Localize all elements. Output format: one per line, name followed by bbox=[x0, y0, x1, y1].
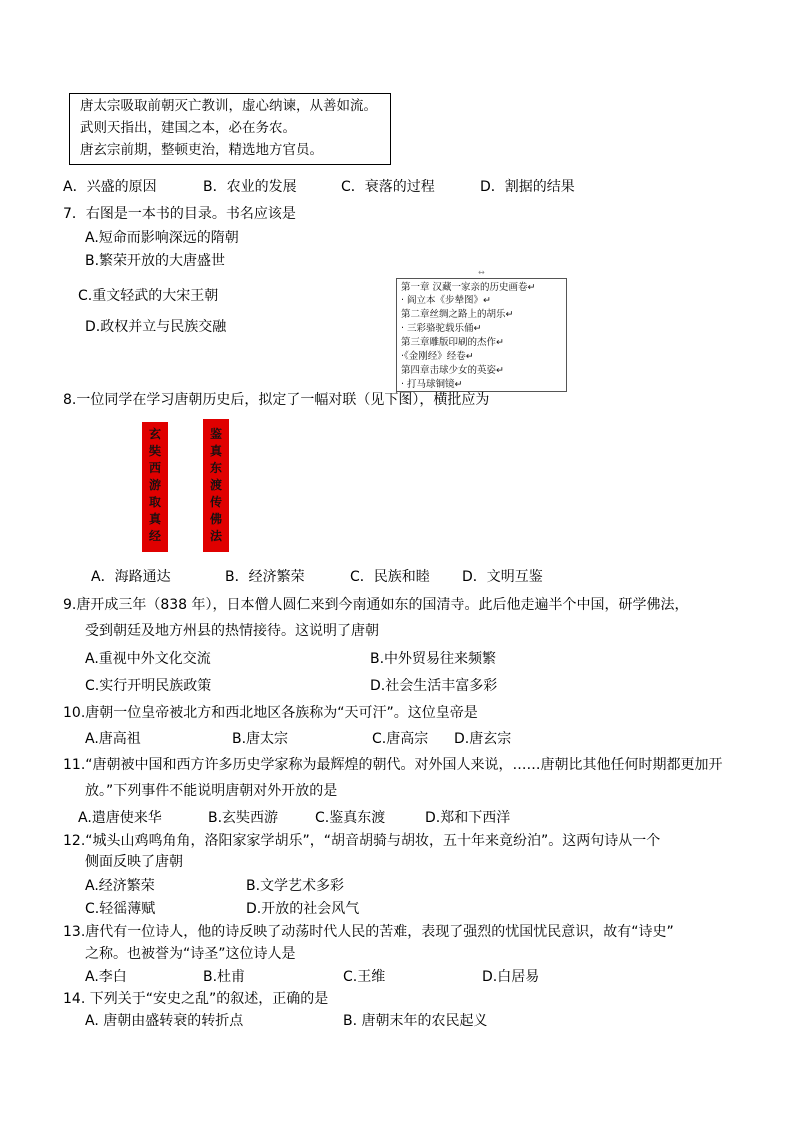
couplet-char: 真 bbox=[148, 512, 161, 526]
couplet-char: 渡 bbox=[209, 478, 222, 492]
toc-line: · 打马球铜镜↵ bbox=[401, 379, 463, 390]
q11-option-c[interactable]: C.鉴真东渡 bbox=[315, 810, 386, 826]
q9-stem-line1: 9.唐开成三年（838 年），日本僧人圆仁来到今南通如东的国清寺。此后他走遍半个中国，研学佛法， bbox=[63, 597, 689, 613]
q9-option-b[interactable]: B.中外贸易往来频繁 bbox=[370, 651, 497, 667]
q12-option-c[interactable]: C.轻徭薄赋 bbox=[85, 901, 156, 917]
q10-option-a[interactable]: A.唐高祖 bbox=[85, 731, 141, 747]
q8-stem: 8.一位同学在学习唐朝历史后，拟定了一幅对联（见下图），横批应为 bbox=[63, 392, 490, 408]
q12-stem-line2: 侧面反映了唐朝 bbox=[85, 854, 183, 870]
couplet-char: 经 bbox=[148, 529, 161, 543]
couplet-char: 游 bbox=[148, 478, 161, 492]
q10-option-c[interactable]: C.唐高宗 bbox=[372, 731, 429, 747]
q14-option-a[interactable]: A. 唐朝由盛转衰的转折点 bbox=[85, 1013, 244, 1029]
toc-line: 第一章 汉藏一家亲的历史画卷↵ bbox=[401, 282, 536, 293]
couplet-char: 东 bbox=[209, 461, 222, 475]
q13-stem-line2: 之称。也被誉为“诗圣”这位诗人是 bbox=[85, 946, 296, 962]
toc-line: 第三章雕版印刷的杰作↵ bbox=[401, 337, 504, 348]
q13-stem-line1: 13.唐代有一位诗人，他的诗反映了动荡时代人民的苦难，表现了强烈的忧国忧民意识，故有“诗史” bbox=[63, 924, 674, 940]
q7-option-b[interactable]: B.繁荣开放的大唐盛世 bbox=[85, 253, 226, 269]
couplet-char: 法 bbox=[209, 529, 222, 543]
q11-option-d[interactable]: D.郑和下西洋 bbox=[425, 810, 511, 826]
toc-line: · 三彩骆驼载乐俑↵ bbox=[401, 323, 482, 334]
couplet-char: 鉴 bbox=[209, 427, 222, 441]
q6-box-line: 武则天指出，建国之本，必在务农。 bbox=[80, 120, 296, 136]
q11-option-b[interactable]: B.玄奘西游 bbox=[208, 810, 279, 826]
toc-line: · 阎立本《步辇图》↵ bbox=[401, 295, 491, 306]
q7-option-c[interactable]: C.重文轻武的大宋王朝 bbox=[78, 288, 219, 304]
couplet-char: 佛 bbox=[209, 512, 222, 526]
q12-option-b[interactable]: B.文学艺术多彩 bbox=[246, 878, 345, 894]
q6-option-d[interactable]: D．割据的结果 bbox=[480, 179, 575, 195]
q9-option-d[interactable]: D.社会生活丰富多彩 bbox=[370, 678, 498, 694]
q6-option-b[interactable]: B．农业的发展 bbox=[203, 179, 297, 195]
q13-option-c[interactable]: C.王维 bbox=[343, 969, 386, 985]
q10-option-d[interactable]: D.唐玄宗 bbox=[454, 731, 512, 747]
q13-option-a[interactable]: A.李白 bbox=[85, 969, 127, 985]
q9-stem-line2: 受到朝廷及地方州县的热情接待。这说明了唐朝 bbox=[85, 623, 379, 639]
q9-option-a[interactable]: A.重视中外文化交流 bbox=[85, 651, 211, 667]
q12-stem-line1: 12.“城头山鸡鸣角角，洛阳家家学胡乐”，“胡音胡骑与胡妆，五十年来竟纷泊”。这两句诗从一个 bbox=[63, 833, 661, 849]
q8-option-d[interactable]: D．文明互鉴 bbox=[462, 569, 543, 585]
q8-option-a[interactable]: A．海路通达 bbox=[91, 569, 171, 585]
q7-option-d[interactable]: D.政权并立与民族交融 bbox=[85, 319, 227, 335]
q6-quote-box bbox=[69, 93, 391, 165]
q11-stem-line1: 11.“唐朝被中国和西方许多历史学家称为最辉煌的朝代。对外国人来说，……唐朝比其他任何时期都更加开 bbox=[63, 757, 723, 773]
anchor-mark: ↔ bbox=[478, 268, 485, 277]
q12-option-d[interactable]: D.开放的社会风气 bbox=[246, 901, 360, 917]
toc-line: 第四章击球少女的英姿↵ bbox=[401, 365, 504, 376]
q13-option-b[interactable]: B.杜甫 bbox=[203, 969, 246, 985]
toc-line: ·《金刚经》经卷↵ bbox=[401, 351, 474, 362]
q12-option-a[interactable]: A.经济繁荣 bbox=[85, 878, 155, 894]
q8-option-b[interactable]: B．经济繁荣 bbox=[225, 569, 305, 585]
couplet-right-scroll bbox=[203, 419, 229, 552]
q9-option-c[interactable]: C.实行开明民族政策 bbox=[85, 678, 212, 694]
couplet-char: 西 bbox=[148, 461, 161, 475]
q6-box-line: 唐太宗吸取前朝灭亡教训，虚心纳谏，从善如流。 bbox=[80, 98, 377, 114]
q8-option-c[interactable]: C．民族和睦 bbox=[350, 569, 430, 585]
couplet-char: 奘 bbox=[148, 444, 161, 458]
q6-option-c[interactable]: C．衰落的过程 bbox=[341, 179, 435, 195]
q7-stem: 7．右图是一本书的目录。书名应该是 bbox=[63, 206, 296, 222]
q7-option-a[interactable]: A.短命而影响深远的隋朝 bbox=[85, 230, 239, 246]
toc-line: 第二章丝绸之路上的胡乐↵ bbox=[401, 309, 514, 320]
couplet-char: 玄 bbox=[148, 427, 161, 441]
couplet-left-scroll bbox=[142, 422, 168, 552]
q10-option-b[interactable]: B.唐太宗 bbox=[232, 731, 289, 747]
q6-box-line: 唐玄宗前期，整顿吏治，精选地方官员。 bbox=[80, 142, 323, 158]
q13-option-d[interactable]: D.白居易 bbox=[482, 969, 540, 985]
q10-stem: 10.唐朝一位皇帝被北方和西北地区各族称为“天可汗”。这位皇帝是 bbox=[63, 705, 478, 721]
couplet-char: 取 bbox=[148, 495, 161, 509]
q6-option-a[interactable]: A．兴盛的原因 bbox=[63, 179, 157, 195]
q14-stem: 14. 下列关于“安史之乱”的叙述，正确的是 bbox=[63, 991, 329, 1007]
couplet-char: 传 bbox=[209, 495, 222, 509]
couplet-char: 真 bbox=[209, 444, 222, 458]
q11-option-a[interactable]: A.遣唐使来华 bbox=[78, 810, 162, 826]
q11-stem-line2: 放。”下列事件不能说明唐朝对外开放的是 bbox=[85, 783, 338, 799]
q14-option-b[interactable]: B. 唐朝末年的农民起义 bbox=[343, 1013, 488, 1029]
book-contents-box bbox=[396, 278, 567, 392]
